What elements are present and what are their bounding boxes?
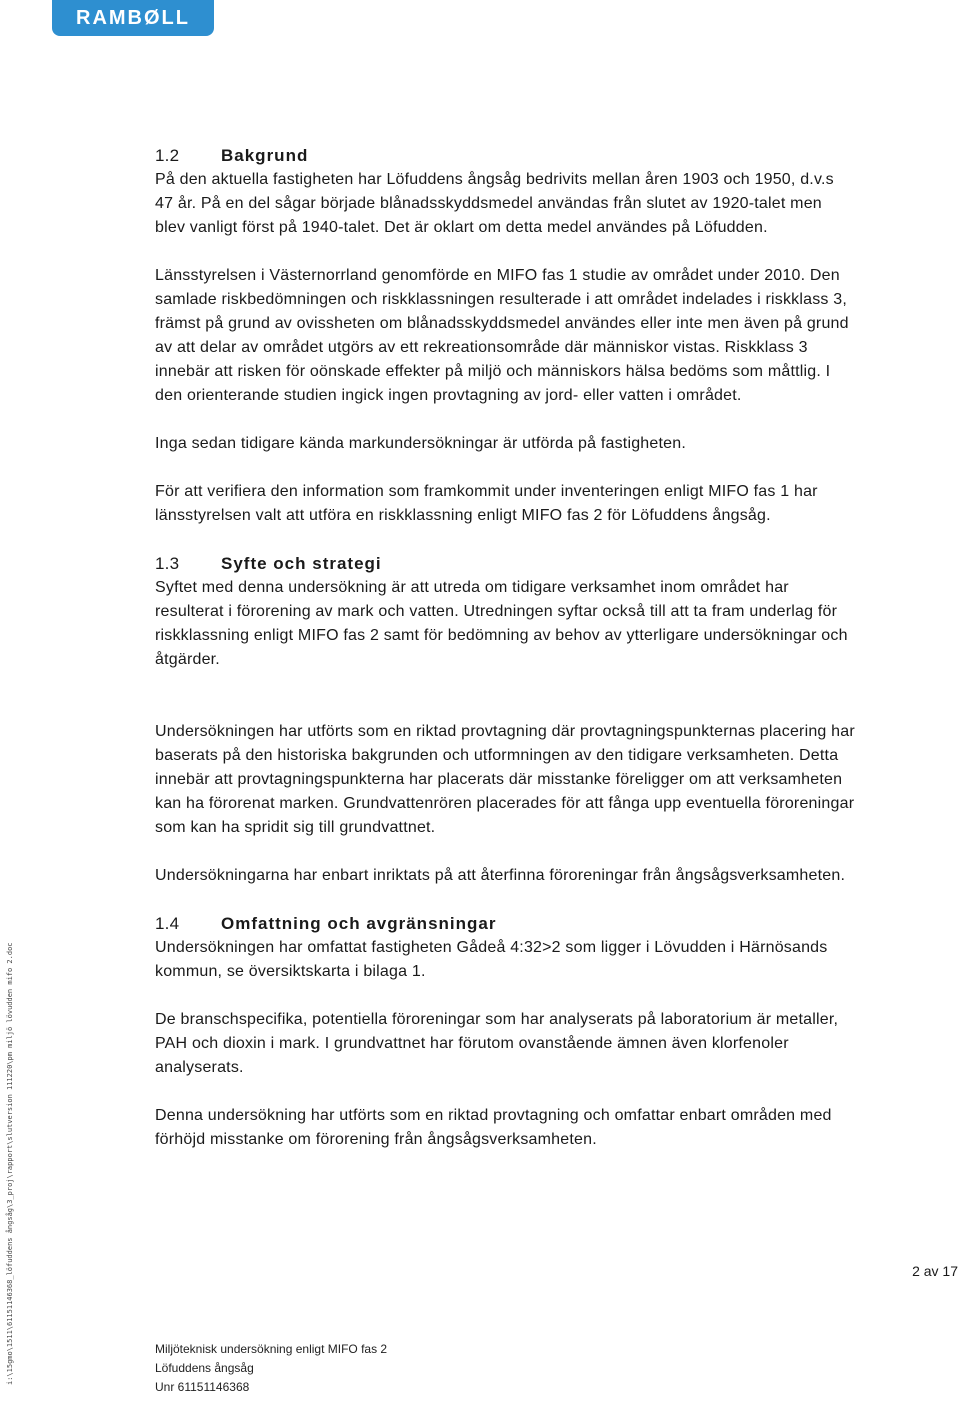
ramboll-logo (52, 0, 214, 36)
paragraph: Länsstyrelsen i Västernorrland genomförde en MIFO fas 1 studie av området under 2010. Den samlade riskbedömningen och riskklassningen resulterade i att området indelades i riskklass 3, främst på grund av ovissheten om blånadsskyddsmedel användes eller inte men även på grund av att delar av området utgörs av ett rekreationsområde där människor vistas. Riskklass 3 innebär att risken för oönskade effekter på miljö och människors hälsa bedöms som måttlig. I den orienterande studien ingick ingen provtagning av jord- eller vatten i området. (155, 267, 849, 404)
document-body (155, 144, 855, 1152)
section-number: 1.2 (155, 146, 180, 165)
paragraph: Undersökningarna har enbart inriktats på att återfinna föroreningar från ångsågsverksamheten. (155, 867, 846, 884)
section-heading-bakgrund (155, 144, 855, 168)
paragraph: De branschspecifika, potentiella föroreningar som har analyserats på laboratorium är metaller, PAH och dioxin i mark. I grundvattnet har förutom ovanstående ämnen även klorfenoler analyserats. (155, 1011, 839, 1076)
paragraph: Undersökningen har utförts som en riktad provtagning där provtagningspunkternas placering har baserats på den historiska bakgrunden och utformningen av den tidigare verksamheten. Detta innebär att provtagningspunkterna har placerats där misstanke föreligger om att verksamheten kan ha förorenat marken. Grundvattenrören placerades för att fånga upp eventuella föroreningar som kan ha spridit sig till grundvattnet. (155, 723, 855, 836)
footer (155, 1340, 387, 1397)
page-number: 2 av 17 (912, 1263, 958, 1279)
paragraph: För att verifiera den information som framkommit under inventeringen enligt MIFO fas 1 har länsstyrelsen valt att utföra en riskklassning enligt MIFO fas 2 för Löfuddens ångsåg. (155, 483, 818, 524)
section-title: Syfte och strategi (221, 554, 382, 573)
section-title: Omfattning och avgränsningar (221, 914, 497, 933)
paragraph: Undersökningen har omfattat fastigheten Gådeå 4:32>2 som ligger i Lövudden i Härnösands kommun, se översiktskarta i bilaga 1. (155, 939, 828, 980)
section-title: Bakgrund (221, 146, 309, 165)
footer-project: Löfuddens ångsåg (155, 1361, 254, 1375)
section-heading-syfte (155, 552, 855, 576)
section-number: 1.4 (155, 914, 180, 933)
footer-unr: Unr 61151146368 (155, 1380, 250, 1394)
footer-title: Miljöteknisk undersökning enligt MIFO fas 2 (155, 1342, 388, 1356)
section-number: 1.3 (155, 554, 180, 573)
logo-text: RAMBØLL (76, 6, 190, 29)
paragraph: Denna undersökning har utförts som en riktad provtagning och omfattar enbart områden med förhöjd misstanke om förorening från ångsågsverksamheten. (155, 1107, 832, 1148)
paragraph: På den aktuella fastigheten har Löfuddens ångsåg bedrivits mellan åren 1903 och 1950, d.v.s 47 år. På en del sågar började blånadsskyddsmedel användas från slutet av 1920-talet men blev vanligt först på 1940-talet. Det är oklart om detta medel användes på Löfudden. (155, 171, 834, 236)
file-path-label: i:\15gmo\1511\61151146368_löfuddens ångsåg\3_proj\rapport\slutversion 111220\pm miljö lövudden mifo 2.doc (6, 942, 14, 1385)
paragraph: Inga sedan tidigare kända markundersökningar är utförda på fastigheten. (155, 435, 686, 452)
section-heading-omfattning (155, 912, 855, 936)
paragraph: Syftet med denna undersökning är att utreda om tidigare verksamhet inom området har resulterat i förorening av mark och vatten. Utredningen syftar också till att ta fram underlag för riskklassning enligt MIFO fas 2 samt för bedömning av behov av ytterligare undersökningar och åtgärder. (155, 579, 848, 668)
